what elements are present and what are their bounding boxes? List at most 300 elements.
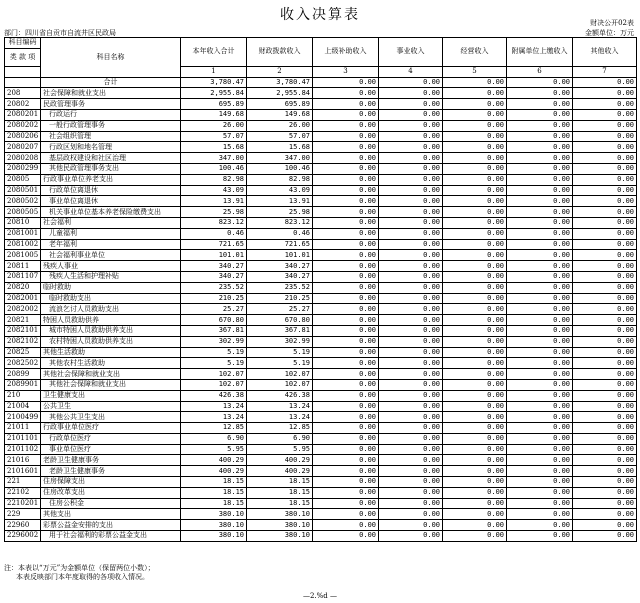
- affiliated-income: 0.00: [507, 369, 573, 380]
- subject-code: 2101601: [5, 466, 41, 477]
- fiscal-income: 721.65: [247, 239, 313, 250]
- table-row: [5, 390, 637, 401]
- other-income: 0.00: [573, 261, 637, 272]
- subject-code: 2082002: [5, 304, 41, 315]
- affiliated-income: 0.00: [507, 423, 573, 434]
- fiscal-income: 380.10: [247, 520, 313, 531]
- operating-income: 0.00: [443, 531, 507, 542]
- subject-name: 一般行政管理事务: [41, 120, 181, 131]
- operating-income: 0.00: [443, 433, 507, 444]
- operating-income: 0.00: [443, 390, 507, 401]
- superior-income: 0.00: [313, 282, 379, 293]
- other-income: 0.00: [573, 88, 637, 99]
- superior-income: 0.00: [313, 531, 379, 542]
- business-income: 0.00: [379, 304, 443, 315]
- table-row: [5, 99, 637, 110]
- subject-code: 2080207: [5, 142, 41, 153]
- other-income: 0.00: [573, 477, 637, 488]
- superior-income: 0.00: [313, 196, 379, 207]
- affiliated-income: 0.00: [507, 325, 573, 336]
- total-income: 6.90: [181, 433, 247, 444]
- table-row: [5, 509, 637, 520]
- subject-name: 残疾人生活和护理补贴: [41, 271, 181, 282]
- other-income: 0.00: [573, 379, 637, 390]
- header-subject-code: 科目编码: [5, 38, 41, 49]
- business-income: 0.00: [379, 131, 443, 142]
- subject-name: 行政单位医疗: [41, 433, 181, 444]
- subject-code: 2081002: [5, 239, 41, 250]
- superior-income: 0.00: [313, 390, 379, 401]
- other-income: 0.00: [573, 412, 637, 423]
- header-kuan: 款: [19, 52, 26, 61]
- table-row: [5, 109, 637, 120]
- fiscal-income: 43.09: [247, 185, 313, 196]
- affiliated-income: 0.00: [507, 390, 573, 401]
- subject-code: 2082102: [5, 336, 41, 347]
- subject-name: 彩票公益金安排的支出: [41, 520, 181, 531]
- total-income: 18.15: [181, 477, 247, 488]
- subject-name: 行政单位离退休: [41, 185, 181, 196]
- other-income: 0.00: [573, 509, 637, 520]
- col-number: 1: [181, 66, 247, 77]
- superior-income: 0.00: [313, 401, 379, 412]
- total-income: 340.27: [181, 271, 247, 282]
- operating-income: 0.00: [443, 153, 507, 164]
- subject-name: 社会组织管理: [41, 131, 181, 142]
- subject-name: 机关事业单位基本养老保险缴费支出: [41, 207, 181, 218]
- business-income: 0.00: [379, 315, 443, 326]
- superior-income: 0.00: [313, 239, 379, 250]
- table-row: [5, 347, 637, 358]
- note-line: 本表反映部门本年度取得的各项收入情况。: [16, 573, 149, 581]
- total-income: 367.81: [181, 325, 247, 336]
- subject-code: 2081001: [5, 228, 41, 239]
- superior-income: 0.00: [313, 163, 379, 174]
- fiscal-income: 100.46: [247, 163, 313, 174]
- total-income: 5.19: [181, 358, 247, 369]
- table-row: [5, 207, 637, 218]
- subject-name: 临时救助: [41, 282, 181, 293]
- fiscal-income: 340.27: [247, 261, 313, 272]
- subject-name: 卫生健康支出: [41, 390, 181, 401]
- subject-name: 老龄卫生健康事务: [41, 455, 181, 466]
- affiliated-income: 0.00: [507, 455, 573, 466]
- fiscal-income: 25.98: [247, 207, 313, 218]
- business-income: 0.00: [379, 217, 443, 228]
- header-lei-kuan-xiang: [5, 48, 41, 66]
- operating-income: 0.00: [443, 423, 507, 434]
- other-income: 0.00: [573, 498, 637, 509]
- superior-income: 0.00: [313, 293, 379, 304]
- table-row: [5, 423, 637, 434]
- operating-income: 0.00: [443, 477, 507, 488]
- superior-income: 0.00: [313, 369, 379, 380]
- total-income: 347.00: [181, 153, 247, 164]
- business-income: 0.00: [379, 271, 443, 282]
- total-income: 25.98: [181, 207, 247, 218]
- superior-income: 0.00: [313, 120, 379, 131]
- operating-income: 0.00: [443, 271, 507, 282]
- fiscal-income: 367.81: [247, 325, 313, 336]
- subject-name: 老龄卫生健康事务: [41, 466, 181, 477]
- other-income: 0.00: [573, 520, 637, 531]
- subject-code: 21011: [5, 423, 41, 434]
- business-income: 0.00: [379, 444, 443, 455]
- superior-income: 0.00: [313, 325, 379, 336]
- total-income: 0.46: [181, 228, 247, 239]
- affiliated-income: 0.00: [507, 433, 573, 444]
- subject-code: 22960: [5, 520, 41, 531]
- superior-income: 0.00: [313, 379, 379, 390]
- page-title: 收入决算表: [280, 7, 360, 23]
- fiscal-income: 235.52: [247, 282, 313, 293]
- other-income: 0.00: [573, 433, 637, 444]
- fiscal-income: 102.07: [247, 379, 313, 390]
- other-income: 0.00: [573, 174, 637, 185]
- superior-income: 0.00: [313, 487, 379, 498]
- header-subject-name: 科目名称: [41, 38, 181, 78]
- affiliated-income: 0.00: [507, 174, 573, 185]
- total-income: 26.00: [181, 120, 247, 131]
- subject-name: 其他农村生活救助: [41, 358, 181, 369]
- other-income: 0.00: [573, 325, 637, 336]
- business-income: 0.00: [379, 282, 443, 293]
- other-income: 0.00: [573, 228, 637, 239]
- total-income: 721.65: [181, 239, 247, 250]
- superior-income: 0.00: [313, 304, 379, 315]
- subject-code: 2100499: [5, 412, 41, 423]
- other-income: 0.00: [573, 185, 637, 196]
- superior-income: 0.00: [313, 455, 379, 466]
- affiliated-income: 0.00: [507, 412, 573, 423]
- superior-income: 0.00: [313, 250, 379, 261]
- subject-name: 住房公积金: [41, 498, 181, 509]
- subject-code: 2101101: [5, 433, 41, 444]
- business-income: 0.00: [379, 520, 443, 531]
- operating-income: 0.00: [443, 369, 507, 380]
- total-income: 18.15: [181, 487, 247, 498]
- col-number: 4: [379, 66, 443, 77]
- other-income: 0.00: [573, 153, 637, 164]
- business-income: 0.00: [379, 109, 443, 120]
- affiliated-income: 0.00: [507, 487, 573, 498]
- table-row: [5, 358, 637, 369]
- superior-income: 0.00: [313, 412, 379, 423]
- business-income: 0.00: [379, 423, 443, 434]
- fiscal-income: 695.89: [247, 99, 313, 110]
- total-income: 302.99: [181, 336, 247, 347]
- superior-income: 0.00: [313, 99, 379, 110]
- subject-code: 2101102: [5, 444, 41, 455]
- operating-income: 0.00: [443, 239, 507, 250]
- subject-code: 2089901: [5, 379, 41, 390]
- subject-name: 行政运行: [41, 109, 181, 120]
- subject-code: 2082502: [5, 358, 41, 369]
- total-income: 2,955.84: [181, 88, 247, 99]
- fiscal-income: 13.24: [247, 401, 313, 412]
- other-income: 0.00: [573, 131, 637, 142]
- table-row: [5, 217, 637, 228]
- note-line: 注：本表以“万元”为金额单位（保留两位小数）；: [4, 564, 155, 572]
- total-value: 0.00: [443, 77, 507, 88]
- fiscal-income: 400.29: [247, 455, 313, 466]
- superior-income: 0.00: [313, 315, 379, 326]
- col-number: 5: [443, 66, 507, 77]
- subject-name: 其他生活救助: [41, 347, 181, 358]
- business-income: 0.00: [379, 498, 443, 509]
- total-income: 5.19: [181, 347, 247, 358]
- business-income: 0.00: [379, 412, 443, 423]
- table-row: [5, 185, 637, 196]
- subject-name: 其他民政管理事务支出: [41, 163, 181, 174]
- other-income: 0.00: [573, 531, 637, 542]
- table-row: [5, 120, 637, 131]
- table-row: [5, 477, 637, 488]
- business-income: 0.00: [379, 153, 443, 164]
- total-income: 13.24: [181, 412, 247, 423]
- table-row: [5, 304, 637, 315]
- header-total-income: 本年收入合计: [181, 38, 247, 67]
- table-row: [5, 239, 637, 250]
- subject-name: 临时救助支出: [41, 293, 181, 304]
- other-income: 0.00: [573, 217, 637, 228]
- operating-income: 0.00: [443, 261, 507, 272]
- affiliated-income: 0.00: [507, 498, 573, 509]
- superior-income: 0.00: [313, 347, 379, 358]
- fiscal-income: 5.19: [247, 347, 313, 358]
- fiscal-income: 13.24: [247, 412, 313, 423]
- superior-income: 0.00: [313, 466, 379, 477]
- operating-income: 0.00: [443, 347, 507, 358]
- header-business: 事业收入: [379, 38, 443, 67]
- subject-name: 其他社会保障和就业支出: [41, 369, 181, 380]
- total-income: 5.95: [181, 444, 247, 455]
- operating-income: 0.00: [443, 379, 507, 390]
- operating-income: 0.00: [443, 282, 507, 293]
- fiscal-income: 302.99: [247, 336, 313, 347]
- superior-income: 0.00: [313, 109, 379, 120]
- notes: [4, 564, 155, 582]
- business-income: 0.00: [379, 174, 443, 185]
- subject-code: 20802: [5, 99, 41, 110]
- header-row: [5, 38, 637, 49]
- operating-income: 0.00: [443, 207, 507, 218]
- fiscal-income: 670.80: [247, 315, 313, 326]
- superior-income: 0.00: [313, 88, 379, 99]
- fiscal-income: 18.15: [247, 498, 313, 509]
- superior-income: 0.00: [313, 336, 379, 347]
- affiliated-income: 0.00: [507, 520, 573, 531]
- affiliated-income: 0.00: [507, 217, 573, 228]
- business-income: 0.00: [379, 379, 443, 390]
- superior-income: 0.00: [313, 358, 379, 369]
- total-income: 426.38: [181, 390, 247, 401]
- total-value: 0.00: [379, 77, 443, 88]
- business-income: 0.00: [379, 369, 443, 380]
- total-income: 15.68: [181, 142, 247, 153]
- subject-code: 22102: [5, 487, 41, 498]
- other-income: 0.00: [573, 466, 637, 477]
- subject-name: 公共卫生: [41, 401, 181, 412]
- superior-income: 0.00: [313, 509, 379, 520]
- table-row: [5, 315, 637, 326]
- affiliated-income: 0.00: [507, 379, 573, 390]
- affiliated-income: 0.00: [507, 196, 573, 207]
- operating-income: 0.00: [443, 131, 507, 142]
- fiscal-income: 102.07: [247, 369, 313, 380]
- other-income: 0.00: [573, 271, 637, 282]
- business-income: 0.00: [379, 88, 443, 99]
- header-lei: 类: [9, 52, 17, 61]
- subject-name: 儿童福利: [41, 228, 181, 239]
- header-superior: 上级补助收入: [313, 38, 379, 67]
- table-row: [5, 444, 637, 455]
- total-income: 43.09: [181, 185, 247, 196]
- business-income: 0.00: [379, 509, 443, 520]
- header-operating: 经营收入: [443, 38, 507, 67]
- fiscal-income: 15.68: [247, 142, 313, 153]
- total-income: 695.89: [181, 99, 247, 110]
- operating-income: 0.00: [443, 336, 507, 347]
- affiliated-income: 0.00: [507, 401, 573, 412]
- subject-name: 社会福利事业单位: [41, 250, 181, 261]
- business-income: 0.00: [379, 401, 443, 412]
- business-income: 0.00: [379, 390, 443, 401]
- affiliated-income: 0.00: [507, 228, 573, 239]
- business-income: 0.00: [379, 99, 443, 110]
- table-row: [5, 142, 637, 153]
- table-row: [5, 163, 637, 174]
- affiliated-income: 0.00: [507, 336, 573, 347]
- table-row: [5, 174, 637, 185]
- business-income: 0.00: [379, 261, 443, 272]
- total-value: 0.00: [573, 77, 637, 88]
- subject-code: 20820: [5, 282, 41, 293]
- affiliated-income: 0.00: [507, 444, 573, 455]
- other-income: 0.00: [573, 239, 637, 250]
- other-income: 0.00: [573, 163, 637, 174]
- table-row: [5, 131, 637, 142]
- business-income: 0.00: [379, 455, 443, 466]
- affiliated-income: 0.00: [507, 207, 573, 218]
- header-fiscal: 财政拨款收入: [247, 38, 313, 67]
- table-row: [5, 228, 637, 239]
- subject-name: 社会福利: [41, 217, 181, 228]
- other-income: 0.00: [573, 304, 637, 315]
- operating-income: 0.00: [443, 293, 507, 304]
- other-income: 0.00: [573, 196, 637, 207]
- unit-line: [4, 28, 634, 37]
- table-row: [5, 293, 637, 304]
- subject-code: 229: [5, 509, 41, 520]
- business-income: 0.00: [379, 336, 443, 347]
- superior-income: 0.00: [313, 520, 379, 531]
- subject-code: 2082001: [5, 293, 41, 304]
- business-income: 0.00: [379, 163, 443, 174]
- subject-name: 民政管理事务: [41, 99, 181, 110]
- table-row: [5, 271, 637, 282]
- income-table: [4, 37, 637, 542]
- operating-income: 0.00: [443, 304, 507, 315]
- subject-code: 2080505: [5, 207, 41, 218]
- header-other: 其他收入: [573, 38, 637, 67]
- total-income: 380.10: [181, 531, 247, 542]
- operating-income: 0.00: [443, 163, 507, 174]
- subject-code: 208: [5, 88, 41, 99]
- operating-income: 0.00: [443, 250, 507, 261]
- other-income: 0.00: [573, 455, 637, 466]
- table-row: [5, 401, 637, 412]
- affiliated-income: 0.00: [507, 131, 573, 142]
- business-income: 0.00: [379, 466, 443, 477]
- fiscal-income: 26.00: [247, 120, 313, 131]
- other-income: 0.00: [573, 315, 637, 326]
- affiliated-income: 0.00: [507, 153, 573, 164]
- affiliated-income: 0.00: [507, 250, 573, 261]
- fiscal-income: 12.85: [247, 423, 313, 434]
- table-row: [5, 325, 637, 336]
- subject-code: 2080206: [5, 131, 41, 142]
- affiliated-income: 0.00: [507, 315, 573, 326]
- subject-code: 2080202: [5, 120, 41, 131]
- business-income: 0.00: [379, 142, 443, 153]
- subject-name: 其他社会保障和就业支出: [41, 379, 181, 390]
- other-income: 0.00: [573, 120, 637, 131]
- operating-income: 0.00: [443, 455, 507, 466]
- other-income: 0.00: [573, 282, 637, 293]
- fiscal-income: 340.27: [247, 271, 313, 282]
- total-income: 235.52: [181, 282, 247, 293]
- fiscal-income: 380.10: [247, 509, 313, 520]
- business-income: 0.00: [379, 531, 443, 542]
- table-row: [5, 455, 637, 466]
- table-row: [5, 153, 637, 164]
- fiscal-income: 5.19: [247, 358, 313, 369]
- operating-income: 0.00: [443, 120, 507, 131]
- affiliated-income: 0.00: [507, 347, 573, 358]
- business-income: 0.00: [379, 228, 443, 239]
- operating-income: 0.00: [443, 228, 507, 239]
- total-income: 670.80: [181, 315, 247, 326]
- fiscal-income: 5.95: [247, 444, 313, 455]
- fiscal-income: 2,955.84: [247, 88, 313, 99]
- subject-name: 行政区划和地名管理: [41, 142, 181, 153]
- operating-income: 0.00: [443, 520, 507, 531]
- subject-code: 2080502: [5, 196, 41, 207]
- total-income: 100.46: [181, 163, 247, 174]
- table-row: [5, 261, 637, 272]
- fiscal-income: 101.01: [247, 250, 313, 261]
- other-income: 0.00: [573, 250, 637, 261]
- fiscal-income: 25.27: [247, 304, 313, 315]
- total-value: 3,780.47: [181, 77, 247, 88]
- subject-code: 2080201: [5, 109, 41, 120]
- subject-name: 农村特困人员救助供养支出: [41, 336, 181, 347]
- affiliated-income: 0.00: [507, 531, 573, 542]
- operating-income: 0.00: [443, 315, 507, 326]
- operating-income: 0.00: [443, 174, 507, 185]
- table-row: [5, 336, 637, 347]
- table-row: [5, 433, 637, 444]
- subject-name: 特困人员救助供养: [41, 315, 181, 326]
- total-income: 380.10: [181, 520, 247, 531]
- col-number: 2: [247, 66, 313, 77]
- total-income: 400.29: [181, 455, 247, 466]
- subject-name: 住房保障支出: [41, 477, 181, 488]
- total-income: 13.91: [181, 196, 247, 207]
- subject-code: 2081005: [5, 250, 41, 261]
- affiliated-income: 0.00: [507, 509, 573, 520]
